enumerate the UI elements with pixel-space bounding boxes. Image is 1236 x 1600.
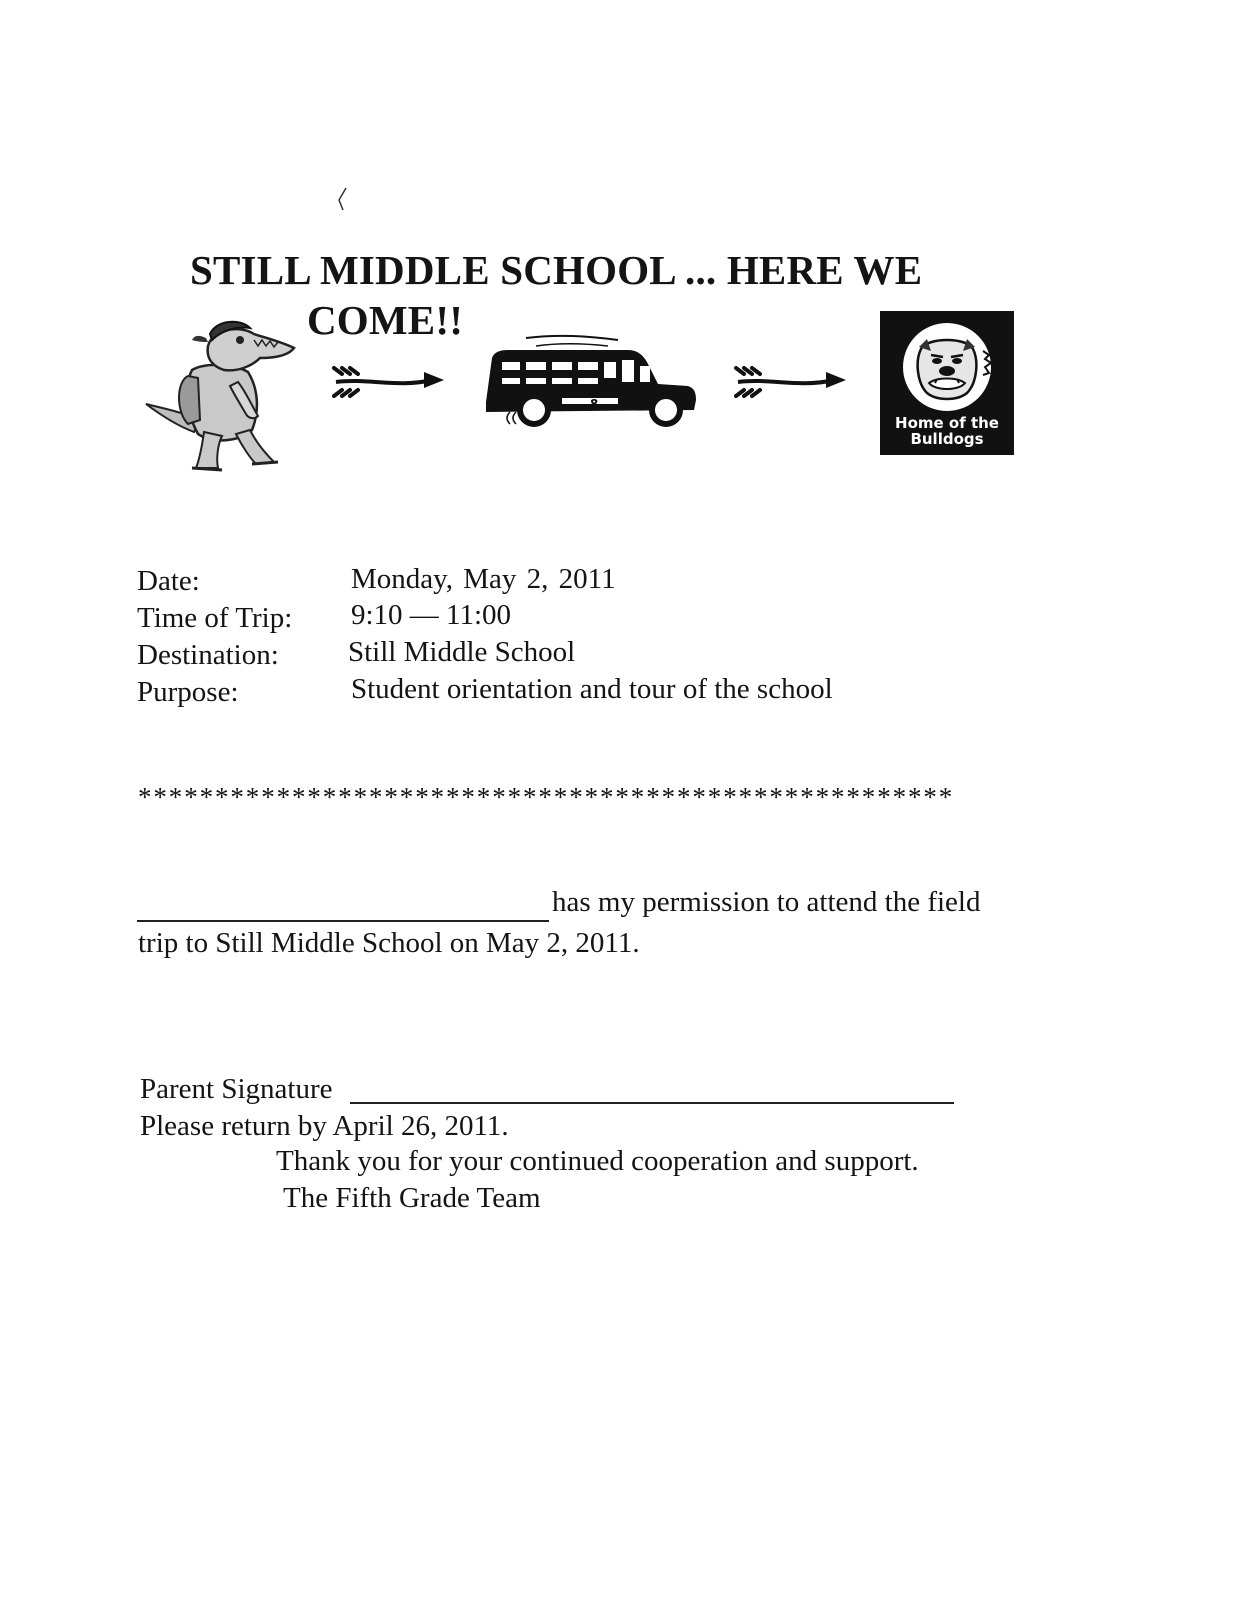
stray-pen-mark <box>334 186 350 216</box>
arrow-icon <box>328 362 448 406</box>
alligator-mascot-illustration <box>142 312 302 477</box>
bus-number: 8 <box>590 397 599 411</box>
logo-caption <box>880 415 1014 447</box>
bulldogs-logo <box>880 311 1014 455</box>
page-title: STILL MIDDLE SCHOOL ... HERE WE <box>190 247 923 293</box>
permission-text-line2: trip to Still Middle School on May 2, 2011. <box>138 927 640 959</box>
logo-caption-line1: Home of the <box>895 414 999 432</box>
permission-text-line1: has my permission to attend the field <box>552 886 981 918</box>
bulldog-face-icon <box>897 321 997 413</box>
purpose-label: Purpose: <box>137 676 239 708</box>
return-note: Please return by April 26, 2011. <box>140 1110 509 1142</box>
purpose-value: Student orientation and tour of the school <box>351 673 833 705</box>
destination-value: Still Middle School <box>348 636 576 668</box>
date-label: Date: <box>137 565 200 597</box>
school-bus-illustration <box>478 332 700 428</box>
date-value: Monday, May 2, 2011 <box>351 563 616 595</box>
logo-caption-line2: Bulldogs <box>910 430 984 448</box>
time-value: 9:10 — 11:00 <box>351 599 512 631</box>
separator-stars: ***************************************************** <box>138 782 955 812</box>
team-signoff: The Fifth Grade Team <box>283 1182 541 1214</box>
destination-label: Destination: <box>137 639 279 671</box>
thank-you-text: Thank you for your continued cooperation and support. <box>276 1145 919 1177</box>
student-name-line[interactable] <box>137 918 549 922</box>
parent-signature-line[interactable] <box>350 1100 954 1104</box>
page-title-continued: COME!! <box>307 297 464 343</box>
time-label: Time of Trip: <box>137 602 293 634</box>
signature-label: Parent Signature <box>140 1073 333 1105</box>
arrow-icon <box>730 362 850 406</box>
